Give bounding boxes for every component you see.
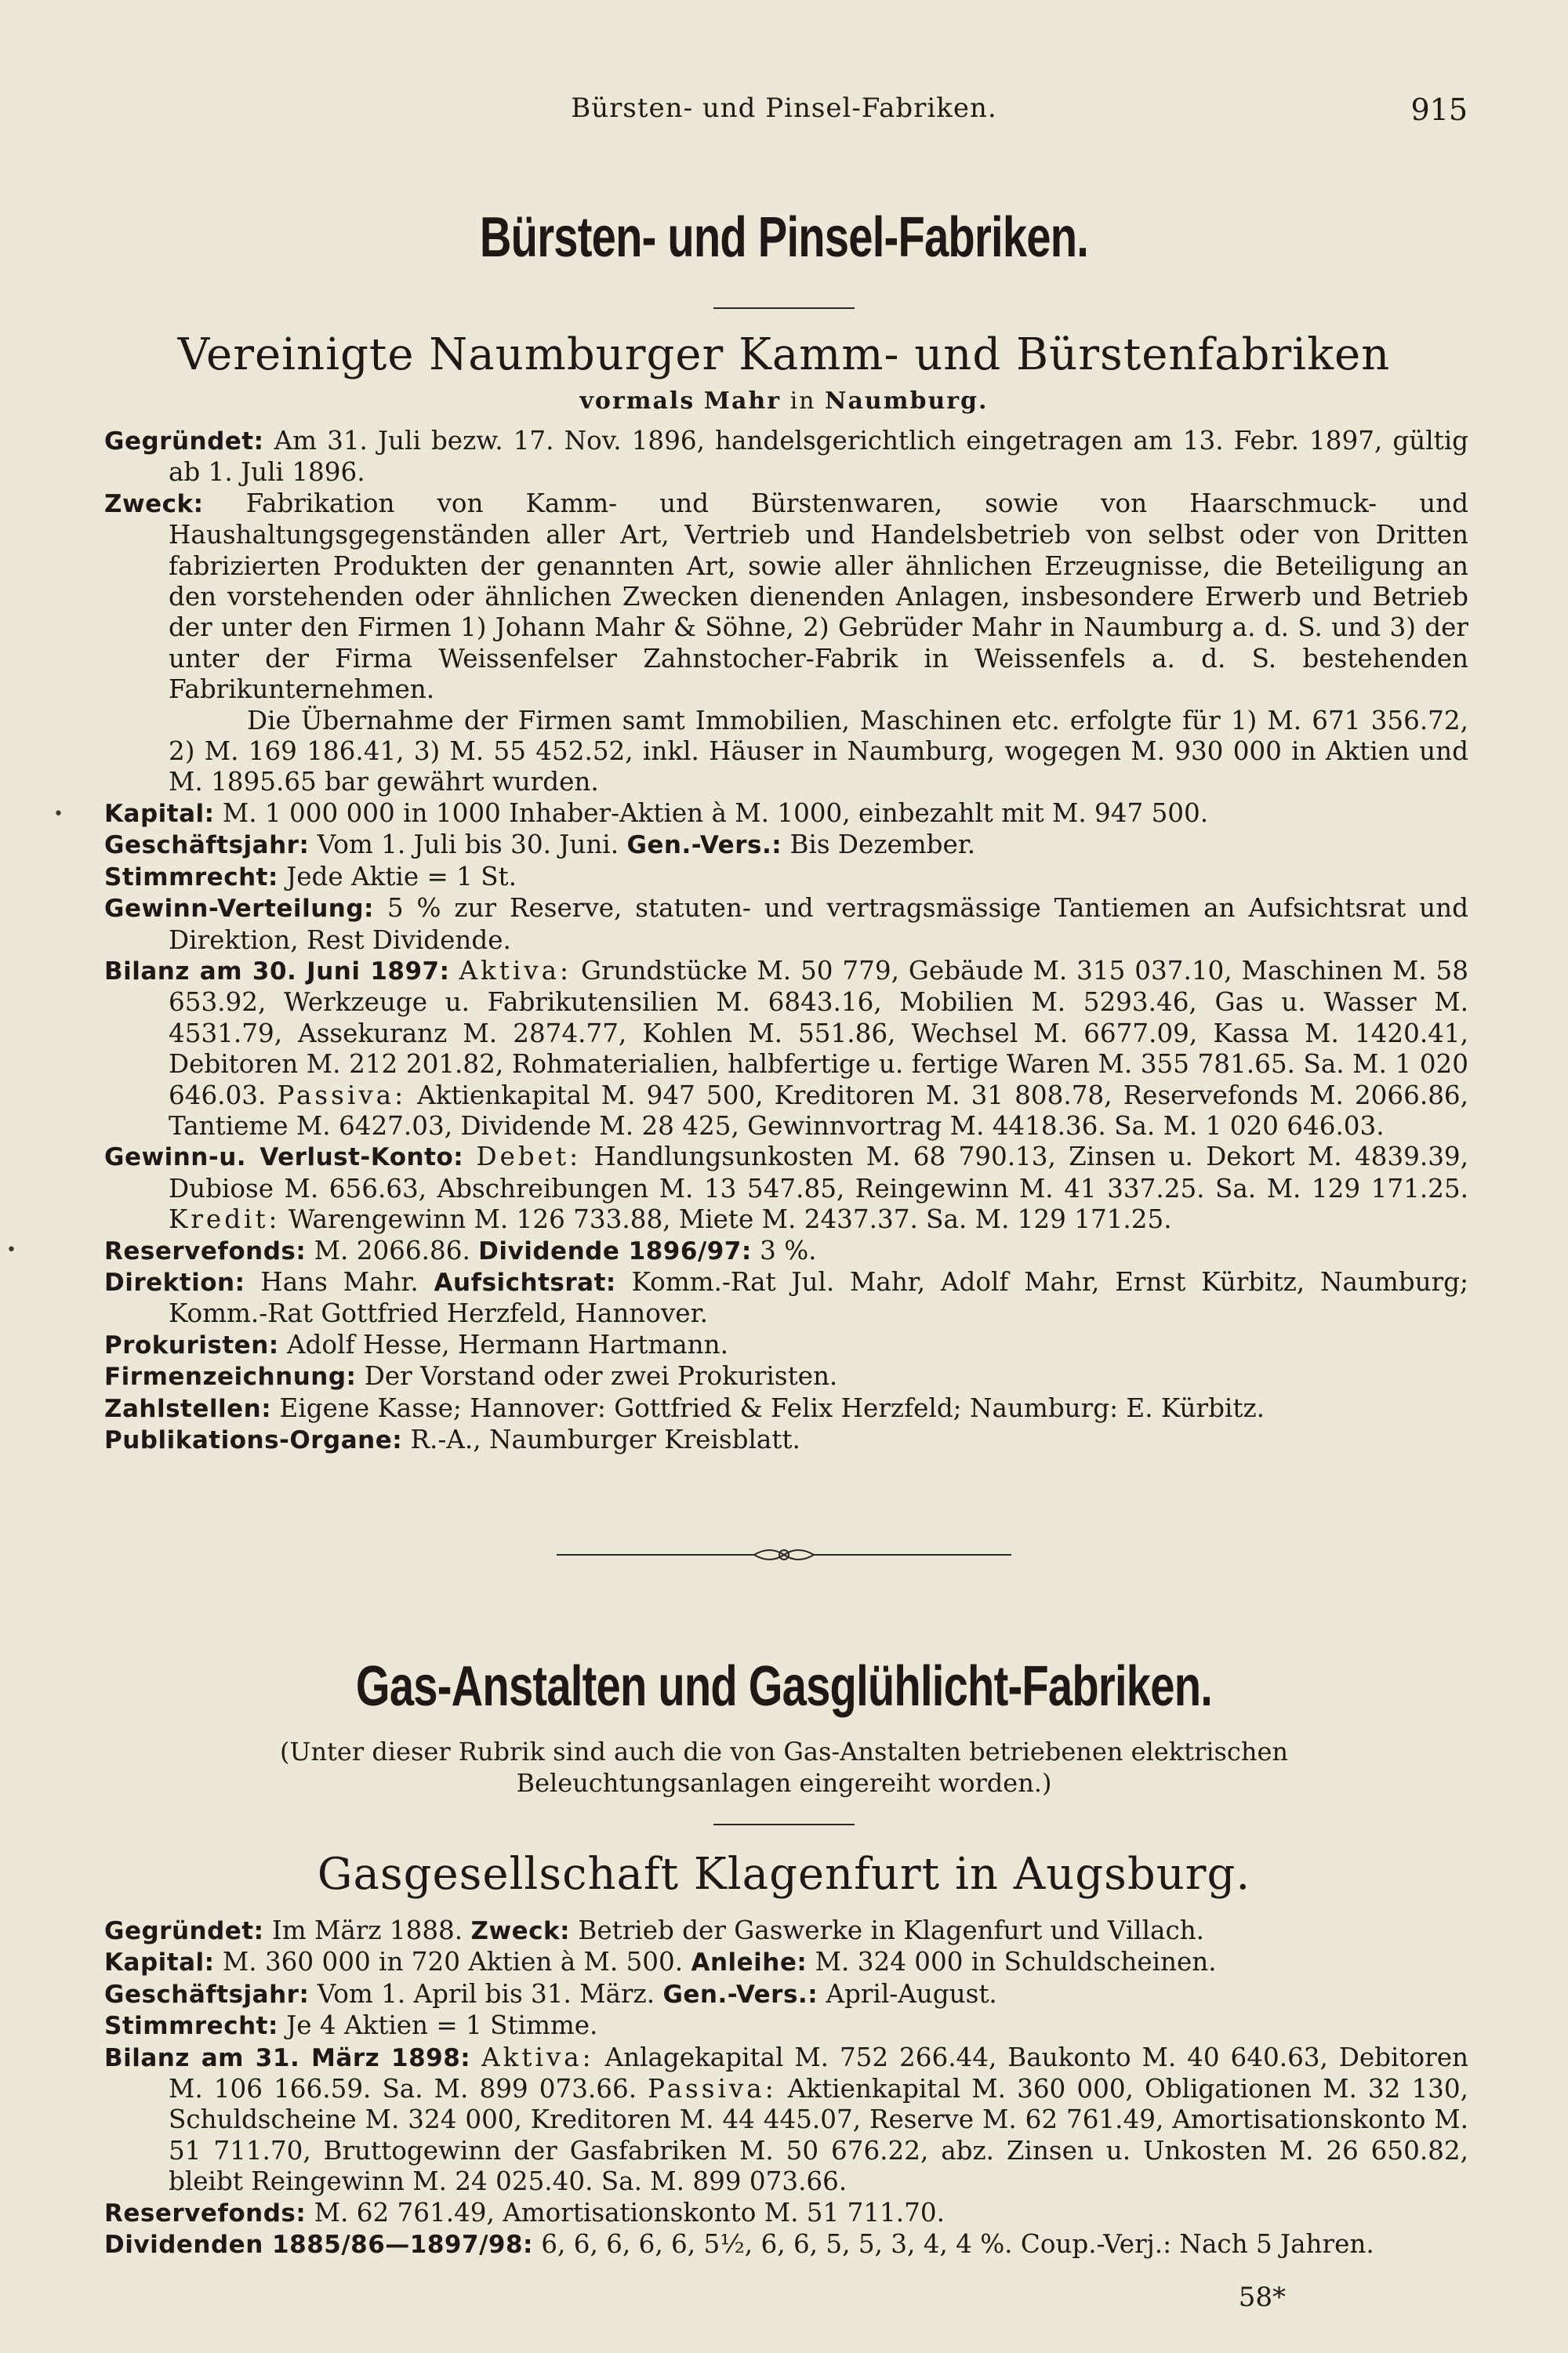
signature-mark: 58* — [1238, 2282, 1286, 2313]
margin-dot: • — [53, 804, 64, 824]
running-header — [0, 93, 1568, 127]
entry-reservefonds-2: Reservefonds: M. 62 761.49, Amortisationskonto M. 51 711.70. — [104, 2197, 945, 2228]
entry-dividenden-2: Dividenden 1885/86—1897/98: 6, 6, 6, 6, 6, 5½, 6, 6, 5, 5, 3, 4, 4 %. Coup.-Verj.: Nach 5 Jahren. — [104, 2229, 1374, 2260]
entry-bilanz: Bilanz am 30. Juni 1897: Aktiva: Grundstücke M. 50 779, Gebäude M. 315 037.10, Maschinen M. 58 653.92, Werkzeuge u. Fabrikutensilien M. 6843.16, Mobilien M. 5293.46, Gas u. Wasser M. 4531.79, Assekuranz M. 2874.77, Kohlen M. 551.86, Wechsel M. 6677.09, Kassa M. 1420.41, Debitoren M. 212 201.82, Rohmaterialien, halbfertige u. fertige Waren M. 355 781.65. Sa. M. 1 020 646.03. Passiva: Aktienkapital M. 947 500, Kreditoren M. 31 808.78, Reservefonds M. 2066.86, Tantieme M. 6427.03, Dividende M. 28 425, Gewinnvortrag M. 4418.36. Sa. M. 1 020 646.03. — [104, 955, 1469, 1141]
entry-firmenzeichnung: Firmenzeichnung: Der Vorstand oder zwei Prokuristen. — [104, 1361, 838, 1392]
entry-publikations-organe: Publikations-Organe: R.-A., Naumburger Kreisblatt. — [104, 1425, 800, 1454]
company1-entries — [104, 426, 1468, 1456]
entry-zweck: Zweck: Fabrikation von Kamm- und Bürstenwaren, sowie von Haarschmuck- und Haushaltungsgegenständen aller Art, Vertrieb und Handelsbetrieb von selbst oder von Dritten fabrizierten Produkten der genannten Art, sowie aller ähnlichen Erzeugnisse, die Beteiligung an den vorstehenden oder ähnlichen Zwecken dienenden Anlagen, insbesondere Erwerb und Betrieb der unter den Firmen 1) Johann Mahr & Söhne, 2) Gebrüder Mahr in Naumburg a. d. S. und 3) der unter der Firma Weissenfelser Zahnstocher-Fabrik in Weissenfels a. d. S. bestehenden Fabrikunternehmen. — [104, 488, 1468, 705]
entry-zahlstellen: Zahlstellen: Eigene Kasse; Hannover: Gottfried & Felix Herzfeld; Naumburg: E. Kürbitz. — [104, 1393, 1265, 1423]
entry-gegruendet: Gegründet: Am 31. Juli bezw. 17. Nov. 1896, handelsgerichtlich eingetragen am 13. Febr. 1897, gültig ab 1. Juli 1896. — [104, 426, 1468, 488]
running-title: Bürsten- und Pinsel-Fabriken. — [571, 93, 997, 124]
entry-stimmrecht: Stimmrecht: Jede Aktie = 1 St. — [104, 861, 517, 891]
entry-gewinn-verteilung: Gewinn-Verteilung: 5 % zur Reserve, statuten- und vertragsmässige Tantiemen an Aufsichtsrat und Direktion, Rest Dividende. — [104, 893, 1468, 955]
entry-gegruendet-2: Gegründet: Im März 1888. Zweck: Betrieb der Gaswerke in Klagenfurt und Villach. — [104, 1915, 1205, 1945]
section-title-brushes: Bürsten- und Pinsel-Fabriken. — [479, 206, 1089, 269]
entry-prokuristen: Prokuristen: Adolf Hesse, Hermann Hartmann. — [104, 1329, 729, 1360]
entry-direktion: Direktion: Hans Mahr. Aufsichtsrat: Komm.-Rat Jul. Mahr, Adolf Mahr, Ernst Kürbitz, Naumburg; Komm.-Rat Gottfried Herzfeld, Hannover. — [104, 1266, 1468, 1329]
margin-dot-2: • — [6, 1240, 16, 1260]
subtitle-mahr: Mahr — [703, 387, 782, 415]
entry-reservefonds: Reservefonds: M. 2066.86. Dividende 1896/97: 3 %. — [104, 1235, 817, 1265]
divider-rule — [713, 307, 855, 309]
divider-rule-2 — [713, 1824, 855, 1825]
entry-geschaeftsjahr-2: Geschäftsjahr: Vom 1. April bis 31. März. Gen.-Vers.: April-August. — [104, 1978, 997, 2009]
company2-entries — [104, 1915, 1468, 2260]
subtitle-vormals: vormals — [579, 387, 695, 415]
page-number: 915 — [1410, 93, 1468, 127]
entry-gewinn-verlust-konto: Gewinn-u. Verlust-Konto: Debet: Handlungsunkosten M. 68 790.13, Zinsen u. Dekort M. 4839.39, Dubiose M. 656.63, Abschreibungen M. 13 547.85, Reingewinn M. 41 337.25. Sa. M. 129 171.25. Kredit: Warengewinn M. 126 733.88, Miete M. 2437.37. Sa. M. 129 171.25. — [104, 1142, 1468, 1235]
entry-stimmrecht-2: Stimmrecht: Je 4 Aktien = 1 Stimme. — [104, 2010, 598, 2041]
subtitle-in: in — [789, 387, 816, 415]
entry-geschaeftsjahr: Geschäftsjahr: Vom 1. Juli bis 30. Juni. Gen.-Vers.: Bis Dezember. — [104, 830, 976, 860]
entry-bilanz-2: Bilanz am 31. März 1898: Aktiva: Anlagekapital M. 752 266.44, Baukonto M. 40 640.63, Debitoren M. 106 166.59. Sa. M. 899 073.66. Passiva: Aktienkapital M. 360 000, Obligationen M. 32 130, Schuldscheine M. 324 000, Kreditoren M. 44 445.07, Reserve M. 62 761.49, Amortisationskonto M. 51 711.70, Bruttogewinn der Gasfabriken M. 50 676.22, abz. Zinsen u. Unkosten M. 26 650.82, bleibt Reingewinn M. 24 025.40. Sa. M. 899 073.66. — [104, 2042, 1468, 2197]
company-title-klagenfurt: Gasgesellschaft Klagenfurt in Augsburg. — [317, 1849, 1251, 1900]
entry-kapital-2: Kapital: M. 360 000 in 720 Aktien à M. 500. Anleihe: M. 324 000 in Schuldscheinen. — [104, 1947, 1217, 1977]
entry-kapital: Kapital: M. 1 000 000 in 1000 Inhaber-Aktien à M. 1000, einbezahlt mit M. 947 500. — [104, 797, 1209, 828]
ornament-divider — [549, 1543, 1019, 1567]
company-subtitle — [0, 387, 1568, 415]
section-note: (Unter dieser Rubrik sind auch die von Gas-Anstalten betriebenen elektrischen Beleuchtungsanlagen eingereiht worden.) — [279, 1737, 1288, 1798]
company-title-naumburg: Vereinigte Naumburger Kamm- und Bürstenfabriken — [177, 329, 1391, 380]
section-title-gas: Gas-Anstalten und Gasglühlicht-Fabriken. — [355, 1655, 1213, 1718]
subtitle-naumburg: Naumburg. — [825, 387, 989, 415]
entry-uebernahme: Die Übernahme der Firmen samt Immobilien, Maschinen etc. erfolgte für 1) M. 671 356.72, 2) M. 169 186.41, 3) M. 55 452.52, inkl. Häuser in Naumburg, wogegen M. 930 000 in Aktien und M. 1895.65 bar gewährt wurden. — [169, 705, 1468, 797]
